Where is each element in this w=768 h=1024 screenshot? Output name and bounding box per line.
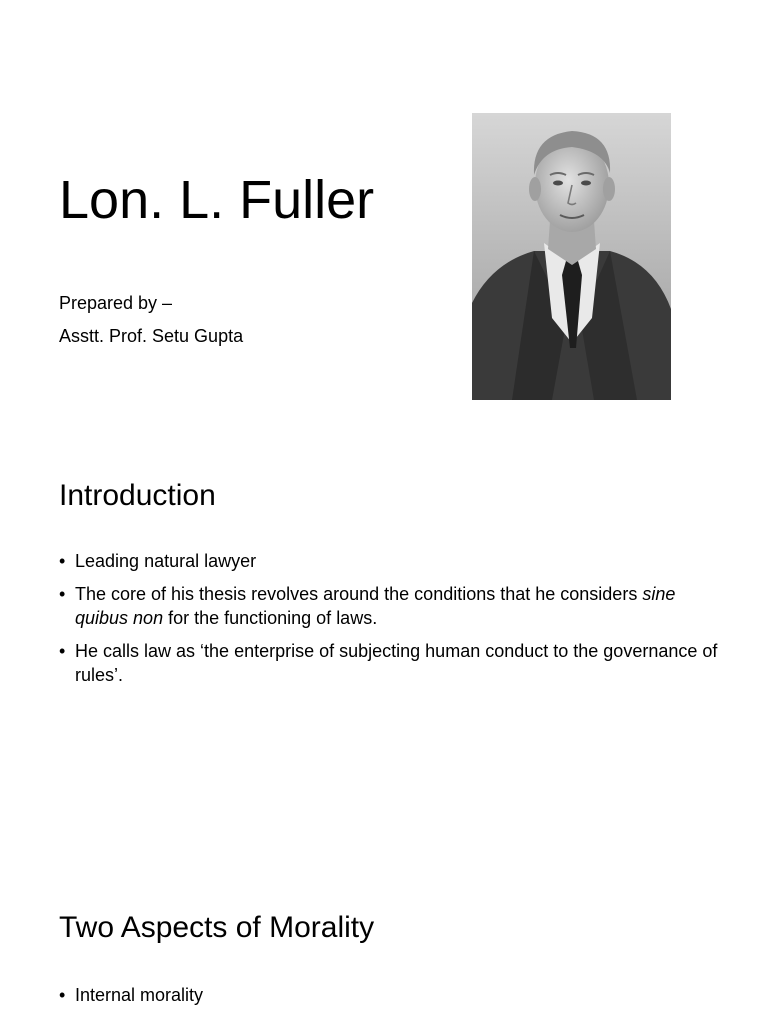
title-slide — [0, 0, 768, 432]
portrait-image — [472, 113, 671, 400]
list-item — [59, 549, 719, 573]
bullet-text: Internal morality — [75, 985, 204, 1005]
bullet-marker: • — [59, 641, 66, 661]
bullet-text: He calls law as ‘the enterprise of subjecting human conduct to the governance of rules’. — [75, 641, 718, 685]
morality-bullet-list — [59, 983, 719, 1016]
bullet-marker: • — [59, 985, 66, 1005]
bullet-marker: • — [59, 584, 66, 604]
introduction-slide — [0, 432, 768, 864]
list-item — [59, 582, 719, 630]
bullet-text-italic: sine quibus non — [75, 584, 676, 628]
slide-subtitle — [59, 287, 243, 353]
list-item — [59, 983, 719, 1007]
morality-slide — [0, 864, 768, 1024]
bullet-marker: • — [59, 551, 66, 571]
bullet-text-start: The core of his thesis revolves around the conditions that he considers — [75, 584, 643, 604]
morality-heading: Two Aspects of Morality — [59, 911, 375, 944]
bullet-text-end: for the functioning of laws. — [163, 608, 378, 628]
bullet-text: Leading natural lawyer — [75, 551, 257, 571]
portrait-photo — [472, 113, 671, 400]
author-name: Asstt. Prof. Setu Gupta — [59, 326, 244, 346]
introduction-bullet-list — [59, 549, 719, 696]
introduction-heading: Introduction — [59, 479, 216, 512]
list-item — [59, 639, 719, 687]
slide-title: Lon. L. Fuller — [59, 170, 375, 230]
prepared-by-label: Prepared by – — [59, 293, 173, 313]
